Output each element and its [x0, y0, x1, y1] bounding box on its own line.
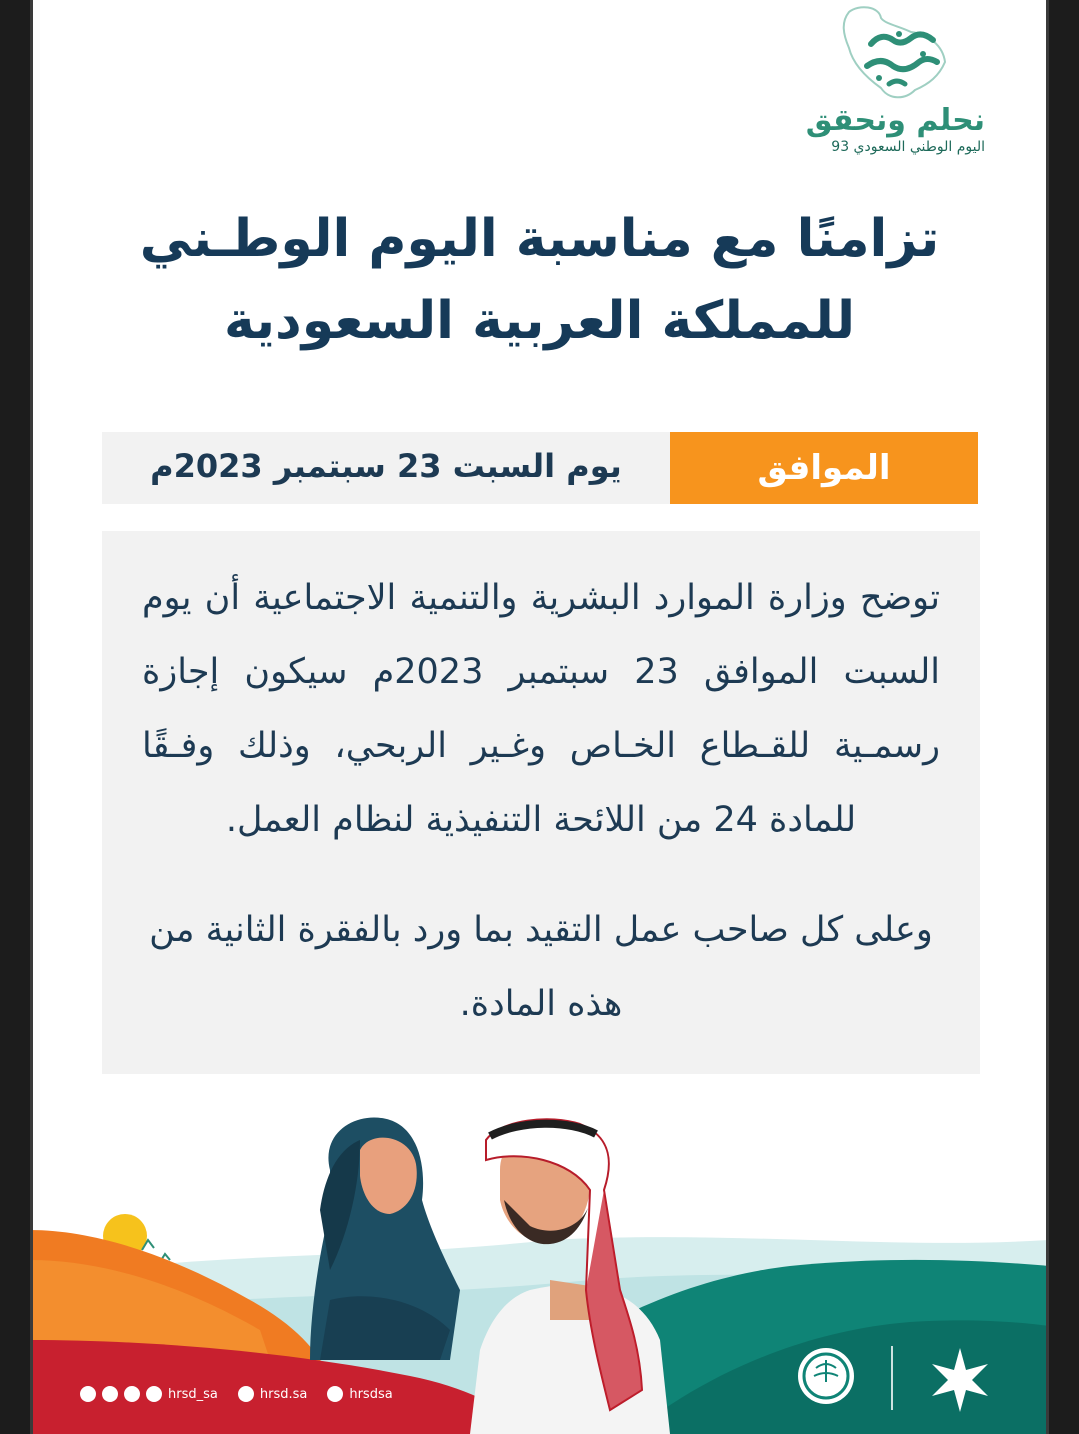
logo-slogan: نحلم ونحقق: [805, 103, 985, 138]
national-day-emblem-icon: [819, 4, 969, 104]
announcement-body: [102, 531, 980, 1074]
date-text: يوم السبت 23 سبتمبر 2023م: [150, 447, 622, 485]
social-handle-1[interactable]: hrsd_sa: [168, 1386, 218, 1402]
tiktok-icon[interactable]: [238, 1386, 254, 1402]
announcement-card: [30, 0, 1049, 1434]
national-day-logo: [795, 4, 985, 154]
date-row: [102, 432, 978, 504]
snapchat-icon[interactable]: [102, 1386, 118, 1402]
date-badge: الموافق: [670, 432, 978, 504]
social-handle-2[interactable]: hrsd.sa: [259, 1386, 308, 1402]
woman-figure: [310, 1117, 460, 1360]
body-paragraph-2: وعلى كل صاحب عمل التقيد بما ورد بالفقرة الثانية من هذه المادة.: [149, 910, 933, 1024]
frame-edge-left: [30, 0, 33, 1434]
ministry-seal-icon: [798, 1348, 854, 1404]
body-paragraph-1: توضح وزارة الموارد البشرية والتنمية الاجتماعية أن يوم السبت الموافق 23 سبتمبر 2023م سيكون إجازة رسمـية للقـطاع الخـاص وغـير الربحي، وذلك وفـقًا للمادة 24 من اللائحة التنفيذية لنظام العمل.: [142, 578, 940, 840]
page-title: [130, 198, 949, 362]
title-line-2: للمملكة العربية السعودية: [224, 291, 855, 351]
title-line-1: تزامنًا مع مناسبة اليوم الوطـني: [139, 209, 940, 269]
social-links: [80, 1382, 407, 1406]
instagram-icon[interactable]: [146, 1386, 162, 1402]
logo-subtitle: اليوم الوطني السعودي 93: [831, 139, 985, 155]
social-handle-3[interactable]: hrsdsa: [349, 1386, 393, 1402]
youtube-icon[interactable]: [327, 1386, 343, 1402]
facebook-icon[interactable]: [124, 1386, 140, 1402]
footer-illustration: [30, 1090, 1049, 1434]
x-icon[interactable]: [80, 1386, 96, 1402]
frame-edge-right: [1046, 0, 1049, 1434]
